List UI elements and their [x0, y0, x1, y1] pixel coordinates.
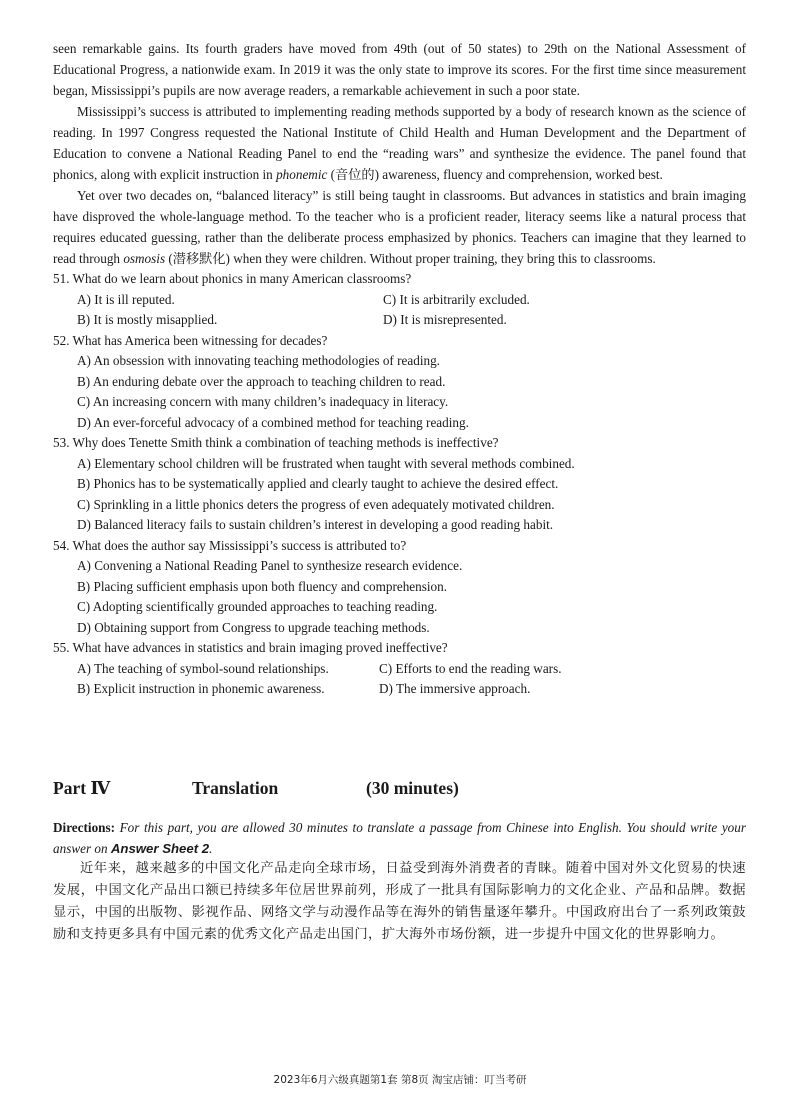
directions-text: For this part, you are allowed 30 minutes to translate a passage from Chinese into English. You should write your answer on	[53, 820, 746, 856]
question-51	[53, 269, 746, 331]
option-a: A) The teaching of symbol-sound relationships.	[77, 660, 329, 676]
question-54	[53, 536, 746, 639]
passage-text: (音位的) awareness, fluency and comprehension, worked best.	[327, 167, 663, 182]
option-b: B) Phonics has to be systematically applied and clearly taught to achieve the desired effect.	[77, 476, 559, 491]
option-a: A) An obsession with innovating teaching methodologies of reading.	[77, 353, 440, 368]
passage-text: Mississippi’s success is attributed to implementing reading methods supported by a body of research known as the science of reading. In 1997 Congress requested the National Institute of Child Health and Human Development and the Department of Education to convene a National Reading Panel to end the “reading wars” and synthesize the evidence. The panel found that phonics, along with explicit instruction in	[53, 104, 746, 182]
translation-passage: 近年来，越来越多的中国文化产品走向全球市场，日益受到海外消费者的青睐。随着中国对外文化贸易的快速发展，中国文化产品出口额已持续多年位居世界前列，形成了一批具有国际影响力的文化企业、产品和品牌。数据显示，中国的出版物、影视作品、网络文学与动漫作品等在海外的销售量逐年攀升。中国政府出台了一系列政策鼓励和支持更多具有中国元素的优秀文化产品走出国门，扩大海外市场份额，进一步提升中国文化的世界影响力。	[53, 861, 746, 942]
option-row	[53, 290, 746, 311]
option-a: A) Convening a National Reading Panel to synthesize research evidence.	[77, 558, 463, 573]
question-stem: 55. What have advances in statistics and brain imaging proved ineffective?	[53, 640, 448, 655]
option-b: B) It is mostly misapplied.	[77, 312, 218, 327]
option-c: C) Efforts to end the reading wars.	[379, 660, 562, 676]
option-b: B) Explicit instruction in phonemic awareness.	[77, 681, 325, 696]
option-d: D) Obtaining support from Congress to upgrade teaching methods.	[77, 619, 430, 635]
option-d: D) It is misrepresented.	[383, 312, 507, 327]
option-c: C) Sprinkling in a little phonics deters the progress of even adequately motivated children.	[77, 496, 555, 512]
directions-label: Directions:	[53, 820, 116, 835]
option-row	[53, 679, 746, 700]
page-footer: 2023年6月六级真题第1套 第8页 淘宝店铺：叮当考研	[273, 1074, 527, 1086]
question-stem: 54. What does the author say Mississippi’s success is attributed to?	[53, 537, 407, 553]
passage-paragraph-2	[53, 101, 746, 185]
answer-sheet-label: Answer Sheet 2	[110, 841, 210, 856]
option-a: A) Elementary school children will be frustrated when taught with several methods combined.	[77, 455, 575, 471]
option-c: C) Adopting scientifically grounded approaches to teaching reading.	[77, 599, 438, 614]
passage-paragraph-3	[53, 185, 746, 269]
passage-text: (潜移默化) when they were children. Without proper training, they bring this to classrooms.	[165, 251, 656, 266]
option-d: D) The immersive approach.	[379, 681, 531, 696]
option-b: B) Placing sufficient emphasis upon both fluency and comprehension.	[77, 578, 448, 594]
option-row	[53, 659, 746, 680]
question-stem: 52. What has America been witnessing for decades?	[53, 332, 328, 348]
part-label: Part Ⅳ	[53, 778, 111, 798]
question-stem: 53. Why does Tenette Smith think a combination of teaching methods is ineffective?	[53, 435, 499, 450]
option-d: D) Balanced literacy fails to sustain children’s interest in developing a good reading habit.	[77, 517, 554, 532]
passage-paragraph-1: seen remarkable gains. Its fourth graders have moved from 49th (out of 50 states) to 29th on the National Assessment of Educational Progress, a nationwide exam. In 2019 it was the only state to improve its scores. For the first time since measurement began, Mississippi’s pupils are now average readers, a remarkable achievement in such a poor state.	[53, 41, 746, 98]
passage-term-osmosis: osmosis	[123, 251, 166, 266]
option-c: C) It is arbitrarily excluded.	[383, 291, 530, 307]
passage-text: Yet over two decades on, “balanced literacy” is still being taught in classrooms. But advances in statistics and brain imaging have disproved the whole-language method. To the teacher who is a proficient reader, literacy seems like a natural process that requires educated guessing, rather than the deliberate process emphasized by phonics. Teachers can imagine that they learned to read through	[53, 188, 746, 266]
part-heading	[53, 778, 746, 802]
question-53	[53, 433, 746, 536]
option-b: B) An enduring debate over the approach to teaching children to read.	[77, 373, 446, 389]
directions-end: .	[209, 841, 213, 856]
option-row	[53, 310, 746, 331]
passage-term-phonemic: phonemic	[276, 167, 328, 182]
part-title: Translation	[192, 778, 279, 798]
question-52	[53, 331, 746, 434]
option-a: A) It is ill reputed.	[77, 291, 175, 307]
question-stem: 51. What do we learn about phonics in many American classrooms?	[53, 271, 412, 286]
directions	[53, 817, 746, 859]
option-d: D) An ever-forceful advocacy of a combined method for teaching reading.	[77, 414, 469, 430]
question-55	[53, 638, 746, 700]
reading-section	[53, 38, 746, 700]
part-time: (30 minutes)	[366, 778, 459, 798]
option-c: C) An increasing concern with many children’s inadequacy in literacy.	[77, 394, 449, 409]
